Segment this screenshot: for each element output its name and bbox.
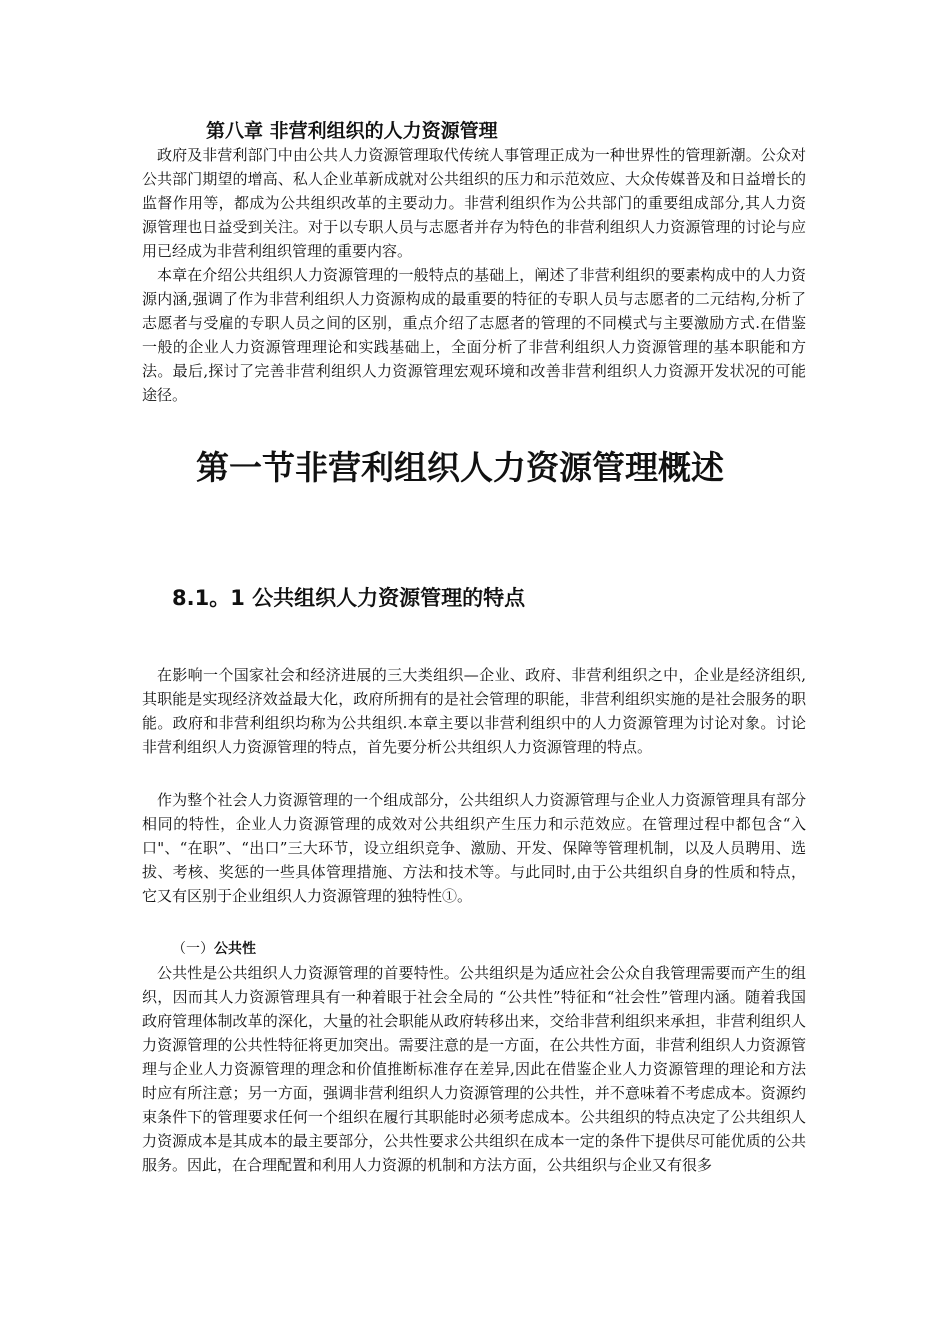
item-paragraph: 公共性是公共组织人力资源管理的首要特性。公共组织是为适应社会公众自我管理需要而产生的组织，因而其人力资源管理具有一种着眼于社会全局的 “公共性”特征和“社会性”管理内涵。随着我国政府管理体制改革的深化，大量的社会职能从政府转移出来，交给非营利组织来承担，非营利组织人力资源管理的公共性特征将更加突出。需要注意的是一方面，在公共性方面，非营利组织人力资源管理与企业人力资源管理的理念和价值推断标准存在差异,因此在借鉴企业人力资源管理的理论和方法时应有所注意；另一方面，强调非营利组织人力资源管理的公共性，并不意味着不考虑成本。资源约束条件下的管理要求任何一个组织在履行其职能时必须考虑成本。公共组织的特点决定了公共组织人力资源成本是其成本的最主要部分，公共性要求公共组织在成本一定的条件下提供尽可能优质的公共服务。因此，在合理配置和利用人力资源的机制和方法方面，公共组织与企业又有很多 [142, 964, 806, 1174]
item-prefix: （一） [172, 941, 214, 957]
body-paragraph: 在影响一个国家社会和经济进展的三大类组织—企业、政府、非营利组织之中，企业是经济组织,其职能是实现经济效益最大化，政府所拥有的是社会管理的职能，非营利组织实施的是社会服务的职能。政府和非营利组织均称为公共组织.本章主要以非营利组织中的人力资源管理为讨论对象。讨论非营利组织人力资源管理的特点，首先要分析公共组织人力资源管理的特点。 [142, 666, 806, 756]
section-title: 第一节非营利组织人力资源管理概述 [196, 448, 724, 487]
chapter-title: 第八章 非营利组织的人力资源管理 [206, 120, 498, 142]
subsection-title: 8.1。1 公共组织人力资源管理的特点 [172, 586, 526, 610]
intro-paragraph: 政府及非营利部门中由公共人力资源管理取代传统人事管理正成为一种世界性的管理新潮。公众对公共部门期望的增高、私人企业革新成就对公共组织的压力和示范效应、大众传媒普及和日益增长的监督作用等，都成为公共组织改革的主要动力。非营利组织作为公共部门的重要组成部分,其人力资源管理也日益受到关注。对于以专职人员与志愿者并存为特色的非营利组织人力资源管理的讨论与应用已经成为非营利组织管理的重要内容。 [142, 146, 806, 260]
item-title: 公共性 [214, 941, 256, 957]
item-heading [172, 938, 256, 958]
body-paragraph: 作为整个社会人力资源管理的一个组成部分，公共组织人力资源管理与企业人力资源管理具有部分相同的特性，企业人力资源管理的成效对公共组织产生压力和示范效应。在管理过程中都包含“入口"、“在职”、“出口”三大环节，设立组织竞争、激励、开发、保障等管理机制，以及人员聘用、选拔、考核、奖惩的一些具体管理措施、方法和技术等。与此同时,由于公共组织自身的性质和特点，它又有区别于企业组织人力资源管理的独特性①。 [142, 791, 806, 905]
intro-paragraph: 本章在介绍公共组织人力资源管理的一般特点的基础上，阐述了非营利组织的要素构成中的人力资源内涵,强调了作为非营利组织人力资源构成的最重要的特征的专职人员与志愿者的二元结构,分析了志愿者与受雇的专职人员之间的区别，重点介绍了志愿者的管理的不同模式与主要激励方式.在借鉴一般的企业人力资源管理理论和实践基础上，全面分析了非营利组织人力资源管理的基本职能和方法。最后,探讨了完善非营利组织人力资源管理宏观环境和改善非营利组织人力资源开发状况的可能途径。 [142, 266, 806, 404]
